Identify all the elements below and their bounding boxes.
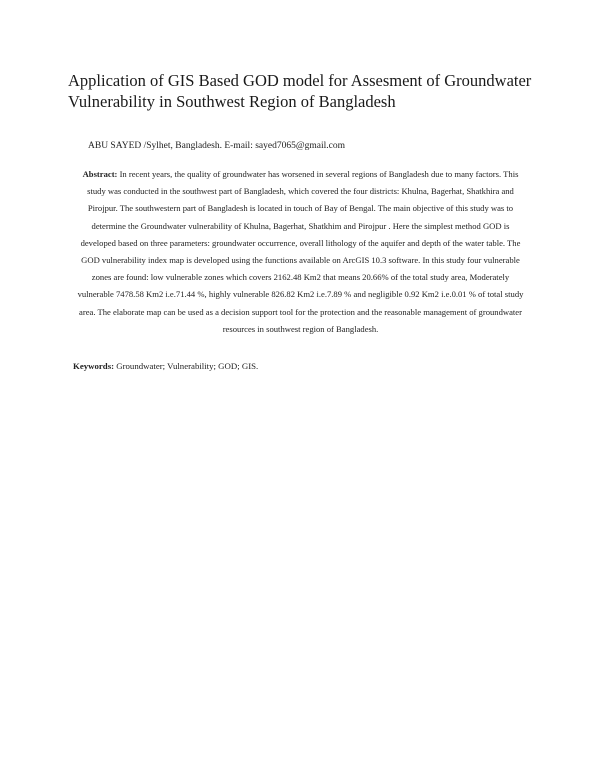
paper-title: Application of GIS Based GOD model for Assesment of Groundwater Vulnerability in Southwest Region of Bangladesh [68, 71, 532, 111]
keywords-text: Groundwater; Vulnerability; GOD; GIS. [114, 361, 259, 371]
keywords-block [73, 360, 528, 373]
author-line: ABU SAYED /Sylhet, Bangladesh. E-mail: sayed7065@gmail.com [88, 141, 345, 151]
abstract-label: Abstract: [82, 169, 118, 179]
abstract-text: In recent years, the quality of groundwater has worsened in several regions of Bangladesh due to many factors. This study was conducted in the southwest part of Bangladesh, which covered the four districts: Khulna, Bagerhat, Shatkhira and Pirojpur. The southwestern part of Bangladesh is located in touch of Bay of Bengal. The main objective of this study was to determine the Groundwater vulnerability of Khulna, Bagerhat, Shatkhim and Pirojpur . Here the simplest method GOD is developed based on three parameters: groundwater occurrence, overall lithology of the aquifer and depth of the water table. The GOD vulnerability index map is developed using the functions available on ArcGIS 10.3 software. In this study four vulnerable zones are found: low vulnerable zones which covers 2162.48 Km2 that means 20.66% of the total study area, Moderately vulnerable 7478.58 Km2 i.e.71.44 %, highly vulnerable 826.82 Km2 i.e.7.89 % and negligible 0.92 Km2 i.e.0.01 % of total study area. The elaborate map can be used as a decision support tool for the protection and the reasonable management of groundwater resources in southwest region of Bangladesh. [77, 169, 524, 334]
keywords-label: Keywords: [73, 361, 115, 371]
abstract-block [73, 166, 528, 338]
